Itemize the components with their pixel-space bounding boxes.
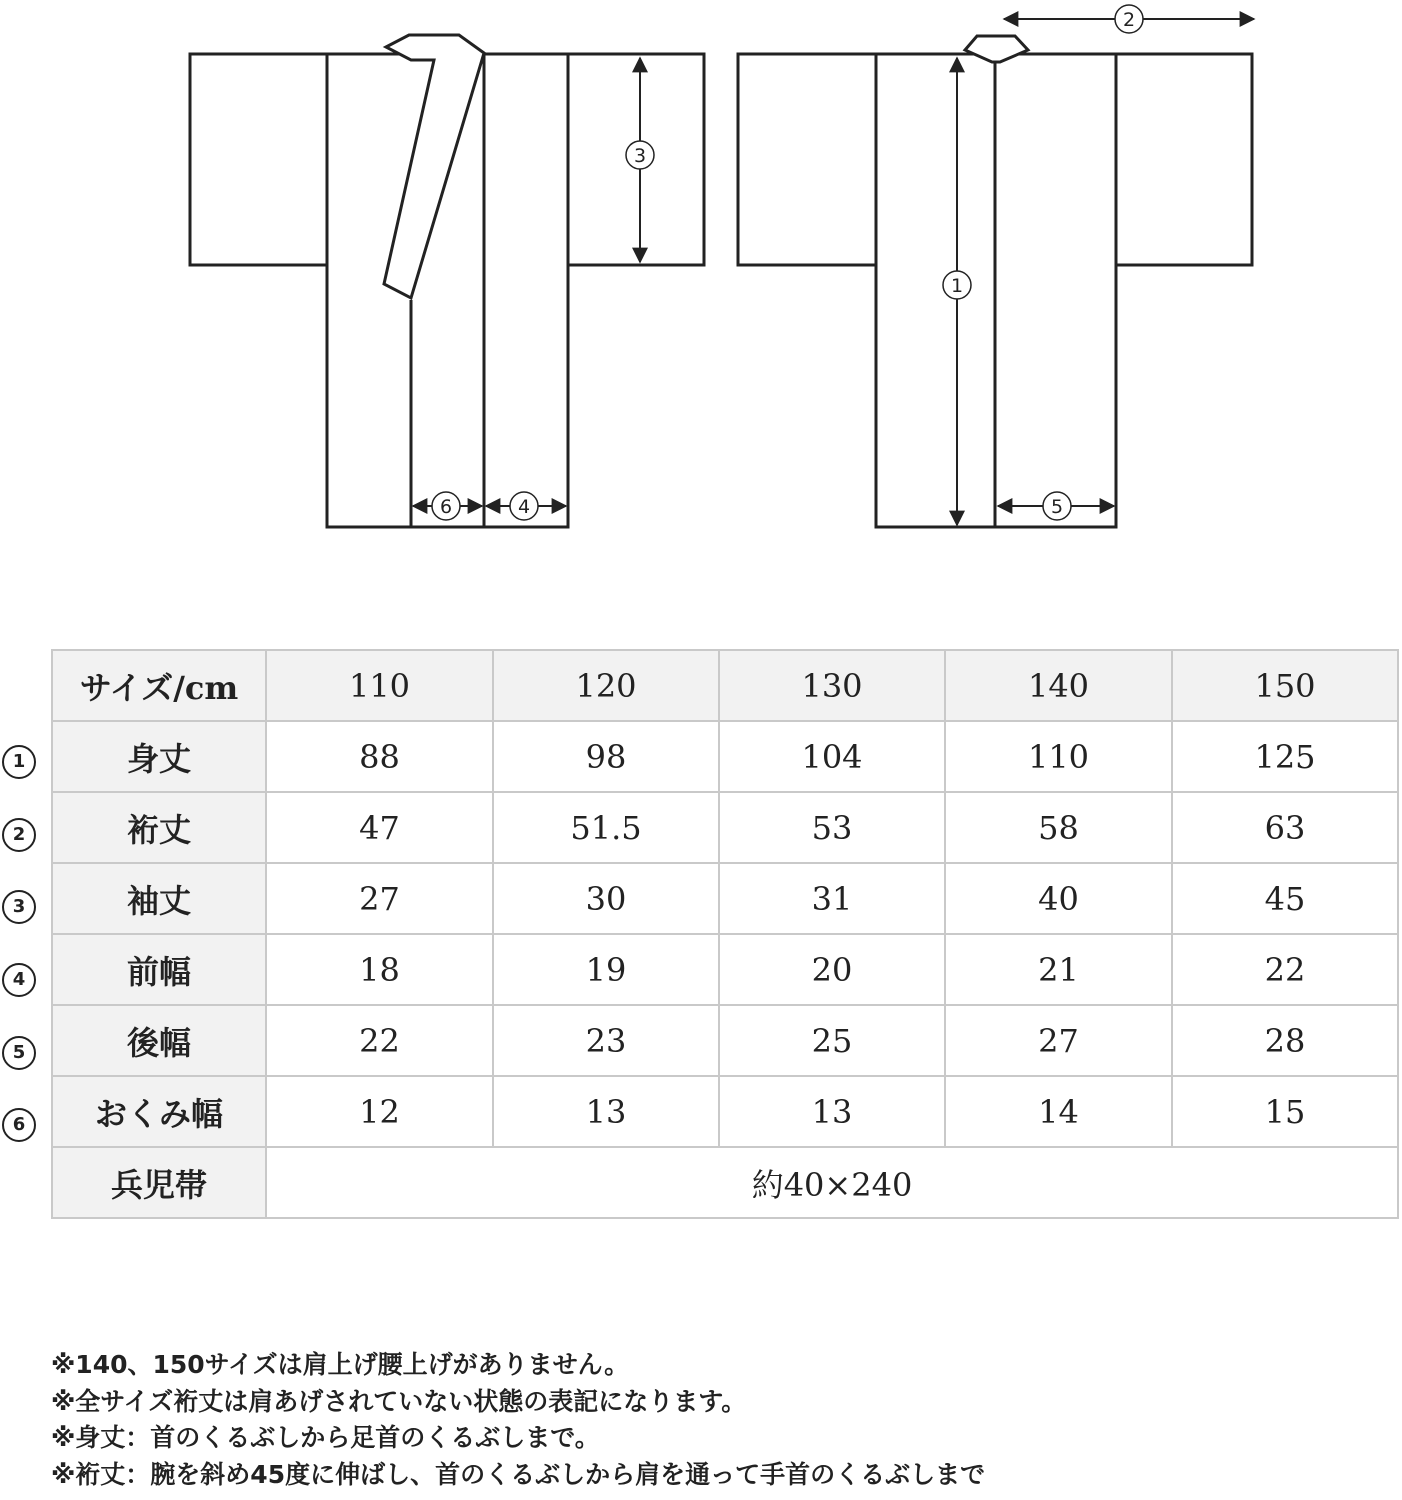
row-marker-3: 3 [2,890,36,924]
table-cell: 25 [719,1005,945,1076]
note-line: ※身丈：首のくるぶしから足首のくるぶしまで。 [51,1423,600,1452]
table-row [52,792,1398,863]
size-header: 130 [719,650,945,721]
table-cell: 51.5 [493,792,719,863]
table-cell: 40 [945,863,1172,934]
size-header: 110 [266,650,493,721]
back-view [738,36,1252,527]
row-label: 前幅 [52,934,266,1005]
note-line: ※140、150サイズは肩上げ腰上げがありません。 [51,1350,630,1379]
table-cell: 22 [1172,934,1398,1005]
row-marker-2: 2 [2,818,36,852]
sash-row [52,1147,1398,1218]
kimono-measurement-diagram [0,0,1402,560]
table-cell: 19 [493,934,719,1005]
svg-text:6: 6 [439,496,453,518]
size-table [51,649,1399,1219]
marker-6 [432,492,460,520]
note-line: ※全サイズ裄丈は肩あげされていない状態の表記になります。 [51,1386,747,1416]
front-view [190,35,704,527]
table-row [52,934,1398,1005]
table-cell: 58 [945,792,1172,863]
table-cell: 30 [493,863,719,934]
row-label: 後幅 [52,1005,266,1076]
svg-text:3: 3 [633,145,647,167]
table-header-row [52,650,1398,721]
table-cell: 63 [1172,792,1398,863]
note-line: ※裄丈：腕を斜め45度に伸ばし、首のくるぶしから肩を通って手首のくるぶしまで [51,1459,986,1489]
row-label: 袖丈 [52,863,266,934]
sash-value: 約40×240 [266,1147,1398,1218]
table-cell: 20 [719,934,945,1005]
table-cell: 27 [945,1005,1172,1076]
table-cell: 110 [945,721,1172,792]
row-marker-5: 5 [2,1036,36,1070]
table-cell: 18 [266,934,493,1005]
table-cell: 22 [266,1005,493,1076]
table-row [52,863,1398,934]
svg-text:1: 1 [950,275,964,297]
table-row [52,1005,1398,1076]
row-label: おくみ幅 [52,1076,266,1147]
back-right-sleeve [1116,54,1252,265]
table-cell: 28 [1172,1005,1398,1076]
marker-5 [1043,492,1071,520]
table-cell: 88 [266,721,493,792]
svg-text:5: 5 [1050,496,1064,518]
table-cell: 13 [719,1076,945,1147]
marker-3 [626,141,654,169]
row-marker-6: 6 [2,1108,36,1142]
table-row [52,721,1398,792]
table-cell: 27 [266,863,493,934]
size-header: 140 [945,650,1172,721]
table-cell: 23 [493,1005,719,1076]
table-cell: 53 [719,792,945,863]
marker-4 [510,492,538,520]
size-header: 150 [1172,650,1398,721]
row-marker-1: 1 [2,745,36,779]
table-cell: 31 [719,863,945,934]
table-cell: 13 [493,1076,719,1147]
table-cell: 45 [1172,863,1398,934]
table-cell: 21 [945,934,1172,1005]
table-row [52,1076,1398,1147]
table-cell: 98 [493,721,719,792]
size-header: 120 [493,650,719,721]
front-left-sleeve [190,54,327,265]
svg-text:2: 2 [1122,9,1136,31]
marker-2 [1115,5,1143,33]
table-cell: 104 [719,721,945,792]
marker-1 [943,271,971,299]
header-label: サイズ/cm [52,650,266,721]
row-marker-4: 4 [2,963,36,997]
table-cell: 125 [1172,721,1398,792]
table-cell: 47 [266,792,493,863]
table-cell: 15 [1172,1076,1398,1147]
back-left-sleeve [738,54,876,265]
svg-text:4: 4 [517,496,531,518]
table-cell: 14 [945,1076,1172,1147]
row-label: 身丈 [52,721,266,792]
sash-label: 兵児帯 [52,1147,266,1218]
row-label: 裄丈 [52,792,266,863]
table-cell: 12 [266,1076,493,1147]
notes [51,1347,985,1493]
